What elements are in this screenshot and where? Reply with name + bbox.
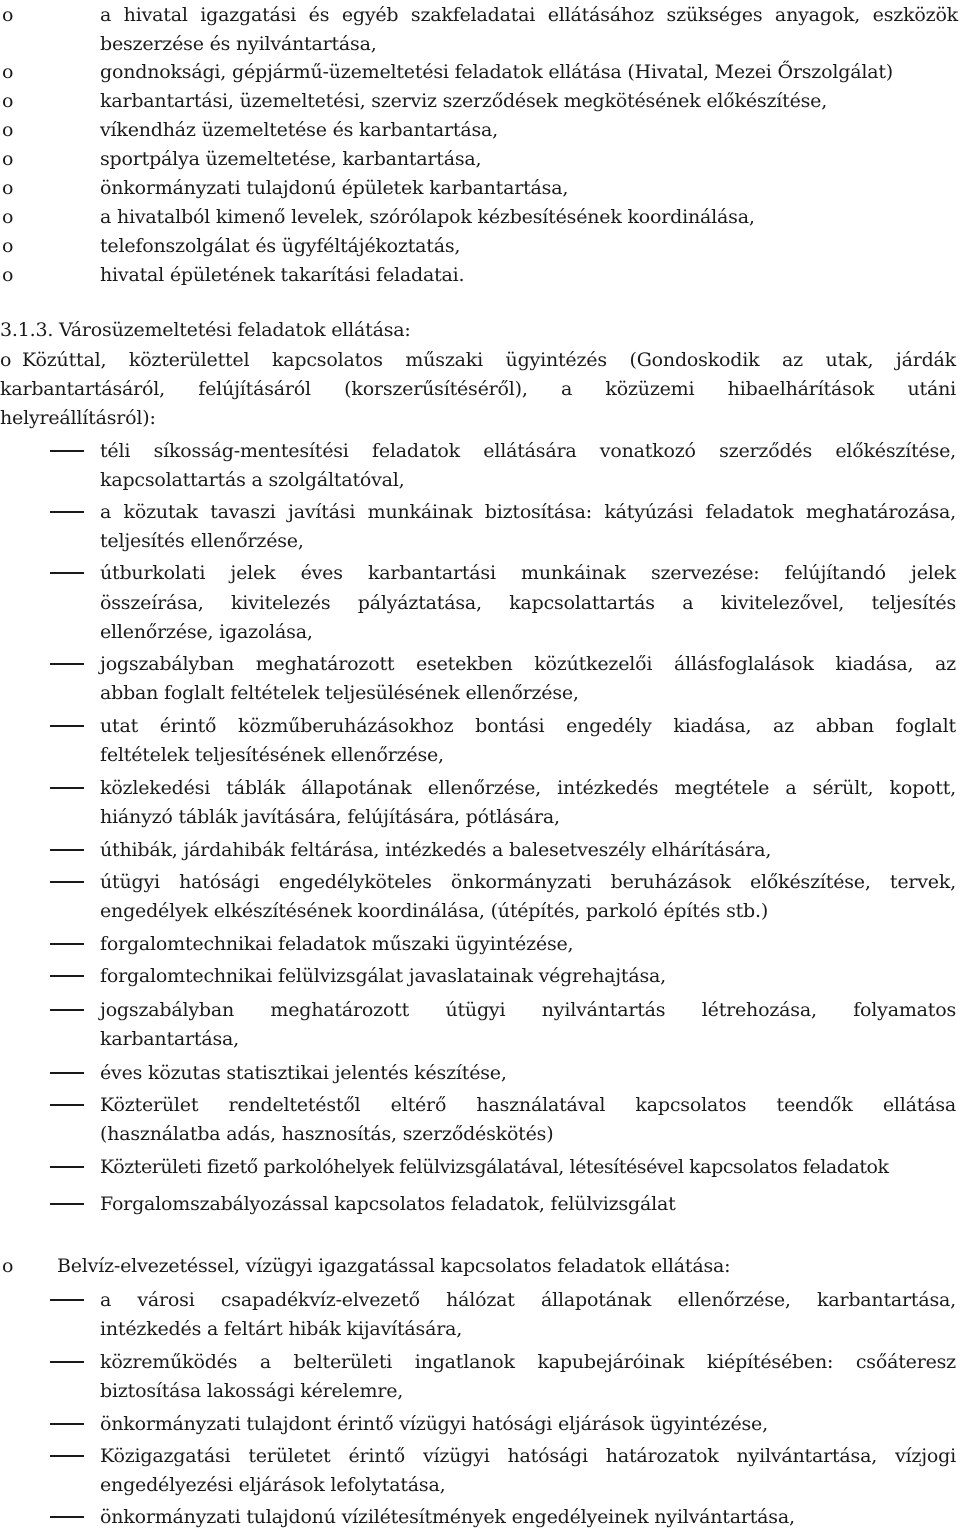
- task-text: közreműködés a belterületi ingatlanok kapubejáróinak kiépítésében: csőáteresz: [100, 1351, 956, 1373]
- list-item-text: hivatal épületének takarítási feladatai.: [100, 264, 465, 286]
- belviz-heading: Belvíz-elvezetéssel, vízügyi igazgatással kapcsolatos feladatok ellátása:: [57, 1255, 731, 1277]
- dash-bullet: [50, 663, 84, 665]
- dash-bullet: [50, 511, 84, 513]
- task-text: ellenőrzése, igazolása,: [100, 621, 313, 643]
- task-text: teljesítés ellenőrzése,: [100, 530, 304, 552]
- dash-bullet: [50, 1423, 84, 1425]
- task-text: intézkedés a feltárt hibák kijavítására,: [100, 1318, 463, 1340]
- dash-bullet: [50, 881, 84, 883]
- task-text: útburkolati jelek éves karbantartási munkáinak szervezése: felújítandó jelek: [100, 562, 956, 584]
- list-bullet: o: [2, 264, 14, 286]
- dash-bullet: [50, 787, 84, 789]
- dash-bullet: [50, 975, 84, 977]
- task-text: karbantartása,: [100, 1028, 239, 1050]
- list-bullet: o: [2, 206, 14, 228]
- task-text: Közterületi fizető parkolóhelyek felülvizsgálatával, létesítésével kapcsolatos feladatok: [100, 1156, 889, 1178]
- task-text: összeírása, kivitelezés pályáztatása, kapcsolattartás a kivitelezővel, teljesítés: [100, 592, 956, 614]
- task-text: útügyi hatósági engedélyköteles önkormányzati beruházások előkészítése, tervek,: [100, 871, 956, 893]
- task-text: önkormányzati tulajdont érintő vízügyi hatósági eljárások ügyintézése,: [100, 1413, 768, 1435]
- list-bullet: o: [2, 1255, 14, 1277]
- task-text: közlekedési táblák állapotának ellenőrzése, intézkedés megtétele a sérült, kopott,: [100, 777, 956, 799]
- list-item-text: telefonszolgálat és ügyféltájékoztatás,: [100, 235, 461, 257]
- list-item-text: a hivatalból kimenő levelek, szórólapok kézbesítésének koordinálása,: [100, 206, 755, 228]
- list-item-text: beszerzése és nyilvántartása,: [100, 33, 377, 55]
- task-text: Közterület rendeltetéstől eltérő használatával kapcsolatos teendők ellátása: [100, 1094, 956, 1116]
- list-bullet: o: [2, 235, 14, 257]
- task-text: téli síkosság-mentesítési feladatok ellátására vonatkozó szerződés előkészítése,: [100, 440, 956, 462]
- dash-bullet: [50, 1072, 84, 1074]
- dash-bullet: [50, 1299, 84, 1301]
- dash-bullet: [50, 1203, 84, 1205]
- task-text: Forgalomszabályozással kapcsolatos feladatok, felülvizsgálat: [100, 1193, 676, 1215]
- task-text: feltételek teljesítésének ellenőrzése,: [100, 744, 444, 766]
- task-text: (használatba adás, hasznosítás, szerződéskötés): [100, 1123, 554, 1145]
- paragraph-line: Közúttal, közterülettel kapcsolatos műszaki ügyintézés (Gondoskodik az utak, járdák: [22, 349, 956, 371]
- paragraph-line: karbantartásáról, felújításáról (korszerűsítéséről), a közüzemi hibaelhárítások utáni: [0, 378, 956, 400]
- list-item-text: víkendház üzemeltetése és karbantartása,: [100, 119, 499, 141]
- task-text: éves közutas statisztikai jelentés készítése,: [100, 1062, 507, 1084]
- task-text: engedélyek elkészítésének koordinálása, (útépítés, parkoló építés stb.): [100, 900, 769, 922]
- task-text: biztosítása lakossági kérelemre,: [100, 1380, 404, 1402]
- list-bullet: o: [2, 148, 14, 170]
- task-text: a közutak tavaszi javítási munkáinak biztosítása: kátyúzási feladatok meghatározása,: [100, 501, 956, 523]
- dash-bullet: [50, 725, 84, 727]
- section-heading: 3.1.3. Városüzemeltetési feladatok ellátása:: [0, 319, 411, 341]
- list-bullet: o: [2, 119, 14, 141]
- paragraph-line: helyreállításról):: [0, 407, 156, 429]
- list-item-text: a hivatal igazgatási és egyéb szakfeladatai ellátásához szükséges anyagok, eszközök: [100, 4, 958, 26]
- task-text: engedélyezési eljárások lefolytatása,: [100, 1474, 446, 1496]
- list-item-text: önkormányzati tulajdonú épületek karbantartása,: [100, 177, 569, 199]
- list-item-text: karbantartási, üzemeltetési, szerviz szerződések megkötésének előkészítése,: [100, 90, 828, 112]
- dash-bullet: [50, 1166, 84, 1168]
- dash-bullet: [50, 849, 84, 851]
- task-text: abban foglalt feltételek teljesülésének ellenőrzése,: [100, 682, 579, 704]
- dash-bullet: [50, 450, 84, 452]
- dash-bullet: [50, 1104, 84, 1106]
- list-bullet: o: [0, 349, 12, 371]
- task-text: forgalomtechnikai feladatok műszaki ügyintézése,: [100, 933, 574, 955]
- list-bullet: o: [2, 90, 14, 112]
- task-text: forgalomtechnikai felülvizsgálat javaslatainak végrehajtása,: [100, 965, 667, 987]
- list-bullet: o: [2, 4, 14, 26]
- task-text: kapcsolattartás a szolgáltatóval,: [100, 469, 405, 491]
- task-text: hiányzó táblák javítására, felújítására, pótlására,: [100, 806, 560, 828]
- list-item-text: sportpálya üzemeltetése, karbantartása,: [100, 148, 482, 170]
- list-bullet: o: [2, 61, 14, 83]
- list-bullet: o: [2, 177, 14, 199]
- dash-bullet: [50, 1455, 84, 1457]
- task-text: jogszabályban meghatározott útügyi nyilvántartás létrehozása, folyamatos: [100, 999, 956, 1021]
- dash-bullet: [50, 572, 84, 574]
- task-text: jogszabályban meghatározott esetekben közútkezelői állásfoglalások kiadása, az: [100, 653, 956, 675]
- task-text: úthibák, járdahibák feltárása, intézkedés a balesetveszély elhárítására,: [100, 839, 772, 861]
- dash-bullet: [50, 1516, 84, 1518]
- task-text: utat érintő közműberuházásokhoz bontási engedély kiadása, az abban foglalt: [100, 715, 956, 737]
- dash-bullet: [50, 1361, 84, 1363]
- list-item-text: gondnoksági, gépjármű-üzemeltetési feladatok ellátása (Hivatal, Mezei Őrszolgálat): [100, 61, 893, 83]
- task-text: Közigazgatási területet érintő vízügyi hatósági határozatok nyilvántartása, vízjogi: [100, 1445, 956, 1467]
- task-text: önkormányzati tulajdonú vízilétesítmények engedélyeinek nyilvántartása,: [100, 1506, 795, 1528]
- dash-bullet: [50, 1009, 84, 1011]
- task-text: a városi csapadékvíz-elvezető hálózat állapotának ellenőrzése, karbantartása,: [100, 1289, 956, 1311]
- dash-bullet: [50, 943, 84, 945]
